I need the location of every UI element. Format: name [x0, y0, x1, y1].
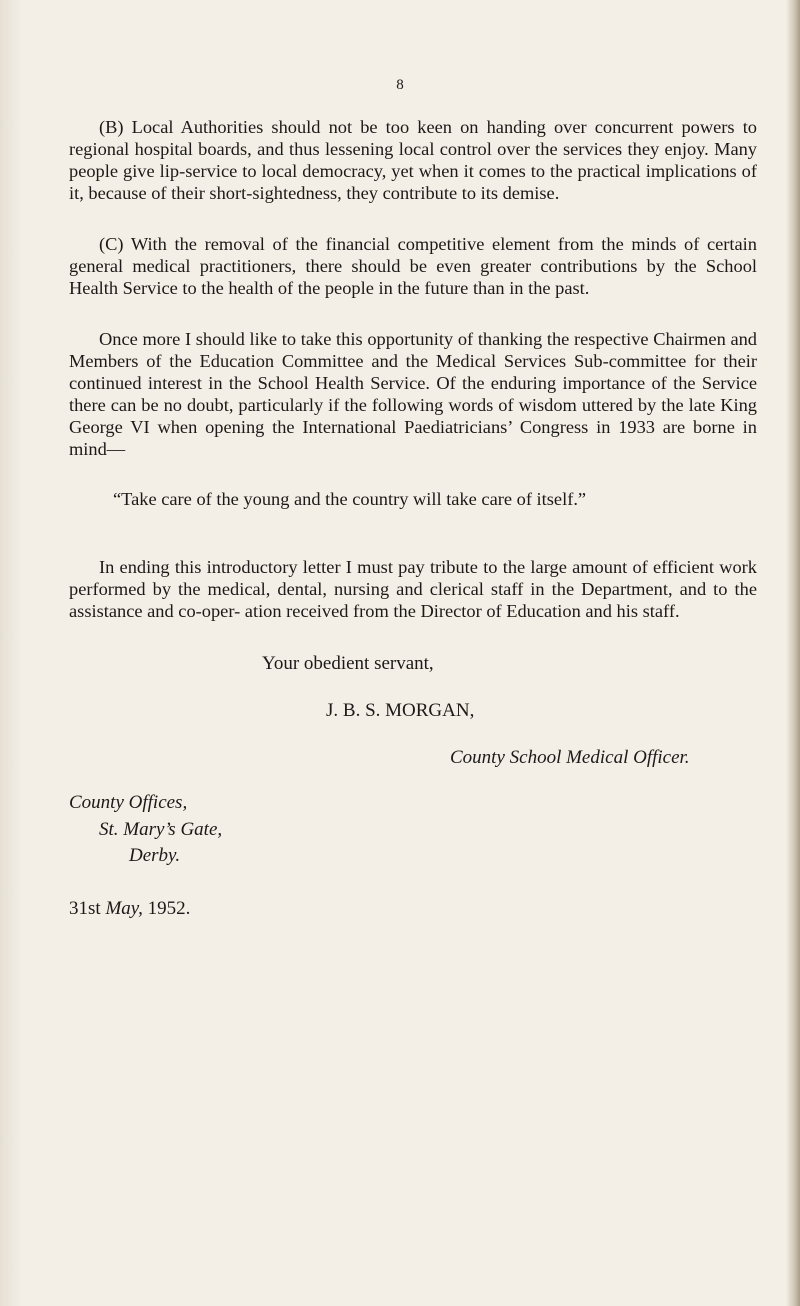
king-george-quote: “Take care of the young and the country will take care of itself.” [113, 489, 587, 509]
page-number: 8 [396, 77, 404, 93]
address-line-1: County Offices, [69, 792, 188, 813]
page-right-edge [786, 0, 800, 1306]
address-line-2: St. Mary’s Gate, [99, 819, 223, 840]
paragraph-b: (B) Local Authorities should not be too keen on handing over concurrent powers to regional hospital boards, and thus lessening local control over the services they enjoy. Many people give lip-service to local democracy, yet when it comes to the practical implications of it, because of their short-sightedness, they contribute to its demise. [69, 117, 757, 203]
signatory-title: County School Medical Officer. [450, 747, 690, 768]
signatory-name: J. B. S. MORGAN, [326, 700, 475, 721]
closing-salutation: Your obedient servant, [262, 653, 434, 674]
date-day: 31st [69, 898, 101, 919]
paragraph-c: (C) With the removal of the financial competitive element from the minds of certain general medical practitioners, there should be even greater contributions by the School Health Service to the health of the people in the future than in the past. [69, 234, 757, 298]
address-line-3: Derby. [129, 845, 181, 866]
paragraph-ending: In ending this introductory letter I must pay tribute to the large amount of efficient work performed by the medical, dental, nursing and clerical staff in the Department, and to the assistance and co-oper- ation received from the Director of Education and his staff. [69, 557, 757, 621]
letter-date [69, 898, 190, 920]
date-year: 1952. [147, 898, 191, 919]
date-month: May, [105, 898, 143, 919]
paragraph-once-more: Once more I should like to take this opportunity of thanking the respective Chairmen and Members of the Education Committee and the Medical Services Sub-committee for their continued interest in the School Health Service. Of the enduring importance of the Service there can be no doubt, particularly if the following words of wisdom uttered by the late King George VI when opening the International Paediatricians’ Congress in 1933 are borne in mind— [69, 329, 757, 459]
page-left-edge [0, 0, 22, 1306]
